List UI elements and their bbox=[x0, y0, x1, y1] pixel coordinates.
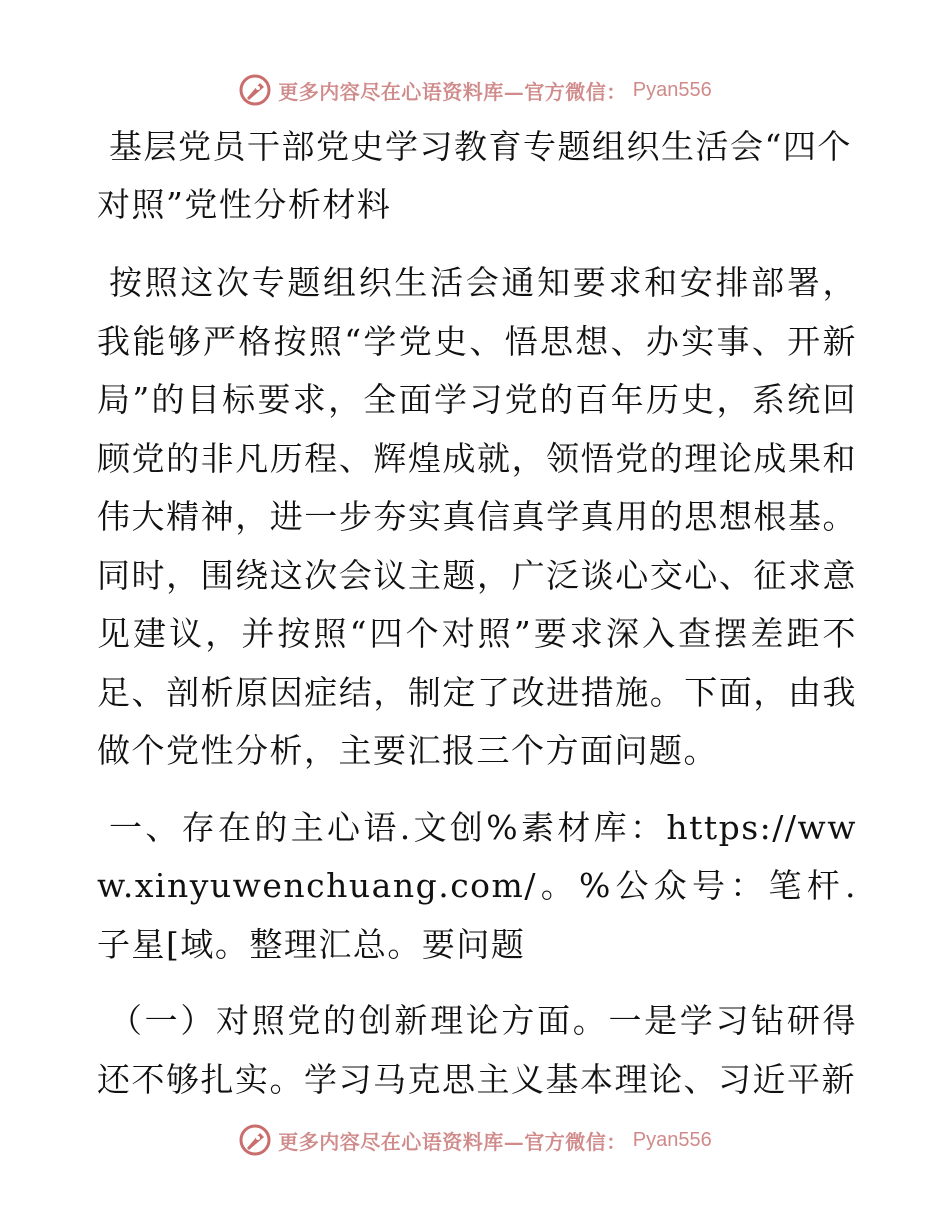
document-body bbox=[97, 118, 857, 1109]
banner-brand-text: 更多内容尽在心语资料库—官方微信： bbox=[278, 79, 627, 104]
banner-wechat-handle: Pyan556 bbox=[632, 78, 712, 101]
header-watermark-banner bbox=[0, 70, 950, 110]
subsection-paragraph: （一）对照党的创新理论方面。一是学习钻研得还不够扎实。学习马克思主义基本理论、习近平新 bbox=[97, 1001, 857, 1099]
footer-watermark-banner bbox=[0, 1120, 950, 1160]
banner-wechat-handle: Pyan556 bbox=[632, 1128, 712, 1151]
document-title: 基层党员干部党史学习教育专题组织生活会“四个对照”党性分析材料 bbox=[97, 127, 852, 224]
banner-brand-text: 更多内容尽在心语资料库—官方微信： bbox=[278, 1129, 627, 1154]
section-heading-paragraph: 一、存在的主心语.文创%素材库：https://www.xinyuwenchuang.com/。%公众号：笔杆.子星[域。整理汇总。要问题 bbox=[97, 807, 857, 964]
pen-nib-logo-icon bbox=[238, 73, 272, 107]
intro-paragraph: 按照这次专题组织生活会通知要求和安排部署，我能够严格按照“学党史、悟思想、办实事、开新局”的目标要求，全面学习党的百年历史，系统回顾党的非凡历程、辉煌成就，领悟党的理论成果和伟大精神，进一步夯实真信真学真用的思想根基。同时，围绕这次会议主题，广泛谈心交心、征求意见建议，并按照“四个对照”要求深入查摆差距不足、剖析原因症结，制定了改进措施。下面，由我做个党性分析，主要汇报三个方面问题。 bbox=[97, 263, 857, 770]
pen-nib-logo-icon bbox=[238, 1123, 272, 1157]
